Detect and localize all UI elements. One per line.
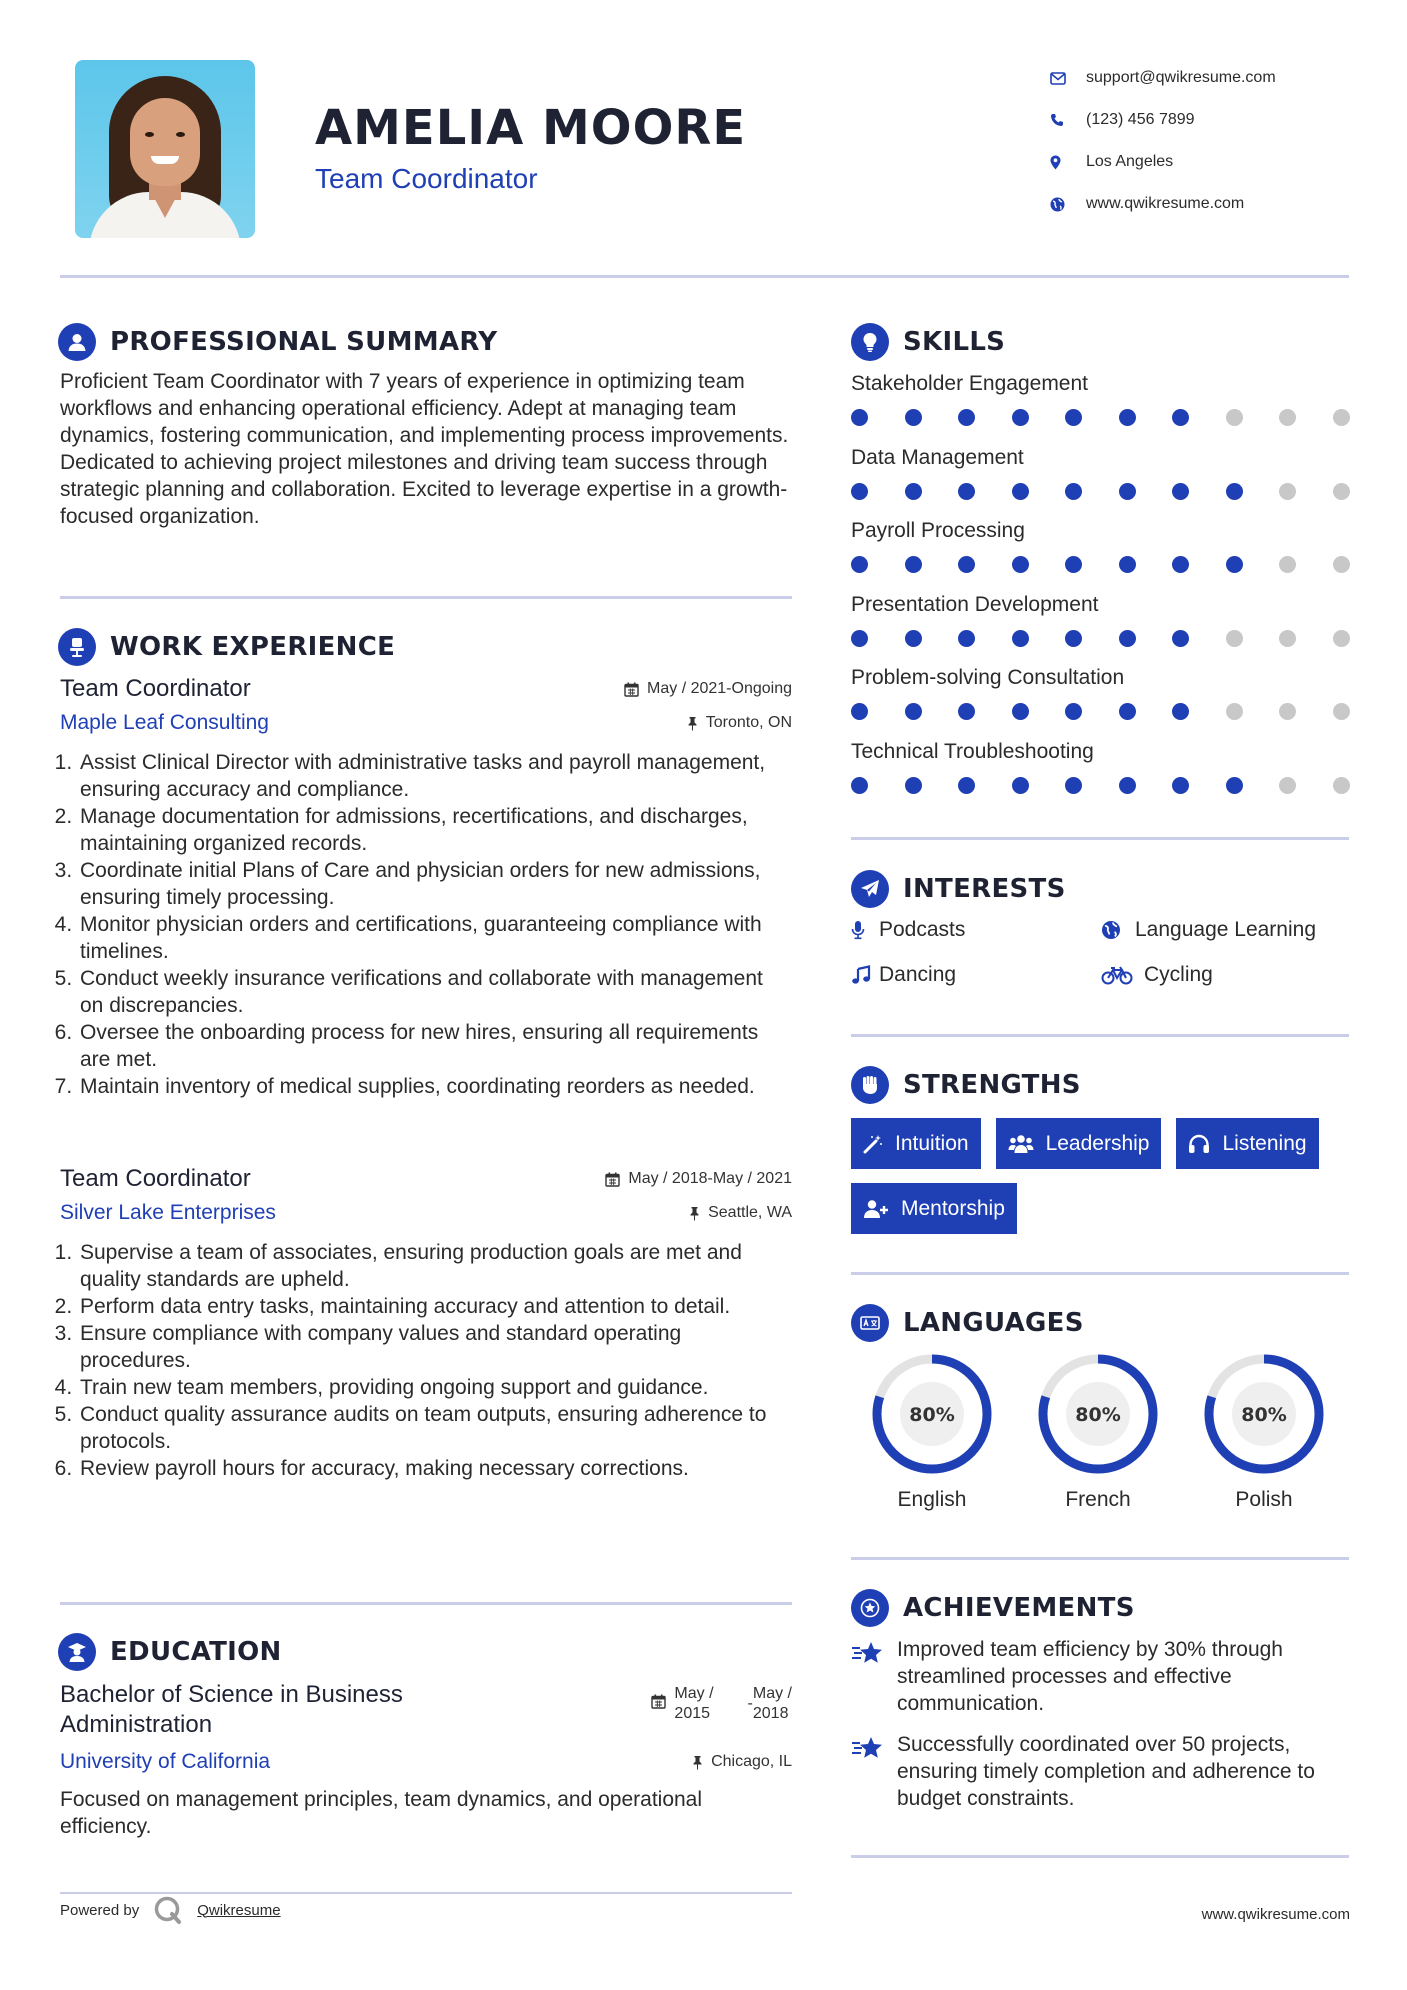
achievements-heading	[851, 1589, 1135, 1627]
achievement-item	[851, 1731, 1351, 1812]
education-title: EDUCATION	[110, 1637, 282, 1667]
rating-dot-empty	[1279, 777, 1296, 794]
qwikresume-link[interactable]: Qwikresume	[197, 1901, 281, 1919]
rating-dot-filled	[958, 703, 975, 720]
graduate-icon	[58, 1633, 96, 1671]
education-school: University of California	[60, 1750, 271, 1773]
list-item: 1. Assist Clinical Director with administrative tasks and payroll management, ensuring accuracy and compliance.	[78, 749, 792, 803]
job-duties	[60, 749, 792, 1100]
list-item: 7. Maintain inventory of medical supplies, coordinating reorders as needed.	[78, 1073, 792, 1100]
rating-dot-filled	[1065, 556, 1082, 573]
education-date-separator: -	[747, 1695, 753, 1712]
skill-rating	[851, 409, 1350, 426]
education-divider	[60, 1892, 792, 1894]
language-item	[1181, 1352, 1347, 1512]
interest-item	[851, 961, 1101, 989]
rating-dot-filled	[851, 409, 868, 426]
list-item: 5. Conduct quality assurance audits on team outputs, ensuring adherence to protocols.	[78, 1401, 792, 1455]
candidate-name: AMELIA MOORE	[315, 100, 747, 156]
interest-item	[1101, 961, 1351, 989]
rating-dot-filled	[1012, 630, 1029, 647]
strength-label: Intuition	[895, 1131, 969, 1155]
job-location-text: Seattle, WA	[708, 1204, 792, 1221]
languages-divider	[851, 1557, 1349, 1560]
paper-plane-icon	[851, 870, 889, 908]
language-percent: 80%	[909, 1404, 955, 1426]
achievement-item	[851, 1636, 1351, 1717]
language-percent: 80%	[1075, 1404, 1121, 1426]
languages-title: LANGUAGES	[903, 1308, 1084, 1338]
skills-title: SKILLS	[903, 327, 1006, 357]
bicycle-icon	[1101, 965, 1144, 985]
powered-by-text: Powered by	[60, 1901, 140, 1919]
strengths-title: STRENGTHS	[903, 1070, 1081, 1100]
rating-dot-filled	[1065, 630, 1082, 647]
header-divider	[60, 275, 1349, 278]
strength-label: Listening	[1222, 1131, 1307, 1155]
rating-dot-filled	[1065, 483, 1082, 500]
achievements-title: ACHIEVEMENTS	[903, 1593, 1135, 1623]
phone-icon	[1050, 113, 1086, 127]
list-item: 6. Review payroll hours for accuracy, making necessary corrections.	[78, 1455, 792, 1482]
list-item: 6. Oversee the onboarding process for new hires, ensuring all requirements are met.	[78, 1019, 792, 1073]
achievement-text: Improved team efficiency by 30% through streamlined processes and effective communication.	[897, 1638, 1283, 1715]
education-entry	[60, 1680, 792, 1840]
skill-item	[851, 369, 1351, 443]
job-dates	[605, 1170, 792, 1188]
envelope-icon	[1050, 72, 1086, 85]
job-company: Silver Lake Enterprises	[60, 1201, 276, 1224]
education-location	[692, 1753, 792, 1771]
rating-dot-filled	[1119, 777, 1136, 794]
rating-dot-filled	[851, 777, 868, 794]
skill-item	[851, 516, 1351, 590]
job-location-text: Toronto, ON	[705, 714, 792, 731]
skills-list	[851, 369, 1351, 810]
languages-list	[849, 1352, 1349, 1512]
rating-dot-filled	[1065, 777, 1082, 794]
strengths-list	[851, 1118, 1371, 1234]
job-2	[60, 1165, 792, 1482]
job-dates-text: May / 2018-May / 2021	[628, 1170, 792, 1187]
education-description: Focused on management principles, team dynamics, and operational efficiency.	[60, 1788, 703, 1838]
rating-dot-filled	[851, 703, 868, 720]
strengths-heading	[851, 1066, 1081, 1104]
contact-website-text: www.qwikresume.com	[1086, 195, 1245, 212]
rating-dot-filled	[1119, 703, 1136, 720]
job-duties	[60, 1239, 792, 1482]
skill-item	[851, 443, 1351, 517]
language-ring	[1202, 1352, 1326, 1476]
contact-list	[1050, 57, 1350, 225]
education-location-text: Chicago, IL	[711, 1753, 792, 1770]
rating-dot-empty	[1333, 630, 1350, 647]
calendar-icon	[605, 1172, 620, 1187]
users-icon	[1008, 1134, 1034, 1154]
pushpin-icon	[689, 1206, 700, 1221]
rating-dot-filled	[1012, 556, 1029, 573]
interests-divider	[851, 1034, 1349, 1037]
pushpin-icon	[692, 1755, 703, 1770]
language-name: French	[1065, 1488, 1131, 1511]
list-item: 1. Supervise a team of associates, ensuring production goals are met and quality standards are upheld.	[78, 1239, 792, 1293]
rating-dot-empty	[1333, 703, 1350, 720]
achievements-list	[851, 1636, 1351, 1826]
rating-dot-filled	[958, 556, 975, 573]
rating-dot-empty	[1226, 409, 1243, 426]
rating-dot-filled	[905, 409, 922, 426]
achievement-text: Successfully coordinated over 50 projects, ensuring timely completion and adherence to budget constraints.	[897, 1733, 1315, 1810]
education-end: May / 2018	[752, 1685, 792, 1722]
fist-icon	[851, 1066, 889, 1104]
skill-name: Problem-solving Consultation	[851, 666, 1125, 689]
list-item: 3. Ensure compliance with company values and standard operating procedures.	[78, 1320, 792, 1374]
calendar-icon	[651, 1684, 666, 1714]
contact-location-text: Los Angeles	[1086, 153, 1174, 170]
list-item: 5. Conduct weekly insurance verifications and collaborate with management on discrepancies.	[78, 965, 792, 1019]
job-dates-text: May / 2021-Ongoing	[647, 680, 792, 697]
contact-website[interactable]	[1050, 183, 1350, 225]
footer-website[interactable]: www.qwikresume.com	[1201, 1906, 1350, 1923]
skill-name: Presentation Development	[851, 592, 1099, 616]
skills-divider	[851, 837, 1349, 840]
interest-label: Language Learning	[1135, 918, 1317, 941]
skill-name: Stakeholder Engagement	[851, 372, 1088, 395]
education-degree: Bachelor of Science in Business Administration	[60, 1681, 403, 1738]
rating-dot-empty	[1279, 409, 1296, 426]
interest-item	[1101, 916, 1351, 944]
summary-divider	[60, 596, 792, 599]
rating-dot-empty	[1279, 556, 1296, 573]
strength-tag	[851, 1183, 1017, 1234]
rating-dot-filled	[1172, 777, 1189, 794]
rating-dot-empty	[1279, 630, 1296, 647]
user-icon	[58, 323, 96, 361]
rating-dot-filled	[958, 409, 975, 426]
languages-heading	[851, 1304, 1084, 1342]
rating-dot-filled	[1012, 409, 1029, 426]
contact-phone[interactable]	[1050, 99, 1350, 141]
strength-tag	[1176, 1118, 1318, 1169]
list-item: 3. Coordinate initial Plans of Care and physician orders for new admissions, ensuring timely processing.	[78, 857, 792, 911]
rating-dot-filled	[851, 630, 868, 647]
skill-rating	[851, 777, 1350, 794]
rating-dot-filled	[1226, 483, 1243, 500]
rating-dot-filled	[905, 777, 922, 794]
interests-title: INTERESTS	[903, 874, 1066, 904]
language-item	[849, 1352, 1015, 1512]
skill-item	[851, 663, 1351, 737]
profile-photo	[75, 60, 255, 238]
summary-text: Proficient Team Coordinator with 7 years of experience in optimizing team workflows and enhancing operational efficiency. Adept at managing team dynamics, fostering communication, and implementing process improvements. Dedicated to achieving project milestones and driving team success through strategic planning and collaboration. Excited to leverage expertise in a growth-focused organization.	[60, 370, 789, 528]
language-name: English	[897, 1488, 967, 1511]
skill-rating	[851, 483, 1350, 500]
shooting-star-icon	[851, 1636, 897, 1671]
experience-divider	[60, 1602, 792, 1605]
rating-dot-empty	[1226, 630, 1243, 647]
interest-label: Dancing	[879, 963, 957, 986]
footer-powered-by	[60, 1895, 281, 1925]
rating-dot-filled	[1119, 556, 1136, 573]
experience-heading	[58, 628, 395, 666]
rating-dot-filled	[958, 777, 975, 794]
music-note-icon	[851, 965, 879, 985]
rating-dot-empty	[1333, 409, 1350, 426]
rating-dot-empty	[1333, 556, 1350, 573]
office-chair-icon	[58, 628, 96, 666]
contact-email[interactable]	[1050, 57, 1350, 99]
job-dates	[624, 680, 792, 698]
magic-wand-icon	[863, 1134, 883, 1154]
strengths-divider	[851, 1272, 1349, 1275]
headphones-icon	[1188, 1134, 1210, 1154]
skill-name: Data Management	[851, 445, 1024, 469]
interests-list	[851, 916, 1351, 989]
rating-dot-filled	[1172, 483, 1189, 500]
rating-dot-filled	[851, 483, 868, 500]
achievements-divider	[851, 1855, 1349, 1858]
skill-item	[851, 590, 1351, 664]
job-location	[689, 1204, 792, 1222]
skill-rating	[851, 703, 1350, 720]
education-start: May / 2015	[674, 1685, 714, 1722]
rating-dot-filled	[1226, 556, 1243, 573]
rating-dot-filled	[905, 483, 922, 500]
language-percent: 80%	[1241, 1404, 1287, 1426]
interest-item	[851, 916, 1101, 944]
list-item: 2. Perform data entry tasks, maintaining accuracy and attention to detail.	[78, 1293, 792, 1320]
map-pin-icon	[1050, 155, 1086, 170]
skill-rating	[851, 630, 1350, 647]
calendar-icon	[624, 682, 639, 697]
language-name: Polish	[1235, 1488, 1293, 1511]
strength-label: Mentorship	[901, 1196, 1005, 1220]
microphone-icon	[851, 920, 879, 940]
rating-dot-filled	[905, 703, 922, 720]
rating-dot-filled	[905, 630, 922, 647]
skill-item	[851, 737, 1351, 811]
globe-icon	[1101, 920, 1135, 940]
candidate-title: Team Coordinator	[315, 163, 538, 194]
strength-tag	[851, 1118, 981, 1169]
summary-heading	[58, 323, 497, 361]
job-role: Team Coordinator	[60, 675, 251, 702]
summary-title: PROFESSIONAL SUMMARY	[110, 327, 498, 357]
skill-name: Technical Troubleshooting	[851, 739, 1094, 763]
rating-dot-filled	[905, 556, 922, 573]
job-location	[687, 714, 792, 732]
experience-title: WORK EXPERIENCE	[110, 632, 396, 662]
rating-dot-empty	[1226, 703, 1243, 720]
rating-dot-filled	[851, 556, 868, 573]
skill-name: Payroll Processing	[851, 519, 1025, 542]
interest-label: Cycling	[1144, 963, 1213, 986]
interests-heading	[851, 870, 1066, 908]
education-heading	[58, 1633, 282, 1671]
strength-label: Leadership	[1045, 1131, 1150, 1155]
rating-dot-filled	[958, 630, 975, 647]
interest-label: Podcasts	[879, 918, 966, 941]
rating-dot-filled	[1119, 630, 1136, 647]
language-ring	[1036, 1352, 1160, 1476]
language-card-icon	[851, 1304, 889, 1342]
list-item: 4. Train new team members, providing ongoing support and guidance.	[78, 1374, 792, 1401]
globe-icon	[1050, 197, 1086, 212]
rating-dot-filled	[1119, 409, 1136, 426]
job-company: Maple Leaf Consulting	[60, 711, 269, 734]
language-ring	[870, 1352, 994, 1476]
lightbulb-icon	[851, 323, 889, 361]
list-item: 4. Monitor physician orders and certifications, guaranteeing compliance with timelines.	[78, 911, 792, 965]
strength-tag	[996, 1118, 1162, 1169]
rating-dot-filled	[1065, 703, 1082, 720]
qwikresume-logo-icon	[153, 1895, 183, 1925]
rating-dot-filled	[1119, 483, 1136, 500]
rating-dot-empty	[1333, 777, 1350, 794]
job-role: Team Coordinator	[60, 1165, 251, 1192]
rating-dot-filled	[1012, 777, 1029, 794]
rating-dot-filled	[958, 483, 975, 500]
pushpin-icon	[687, 716, 698, 731]
rating-dot-filled	[1065, 409, 1082, 426]
job-1	[60, 675, 792, 1100]
rating-dot-filled	[1012, 703, 1029, 720]
rating-dot-empty	[1333, 483, 1350, 500]
shooting-star-icon	[851, 1731, 897, 1766]
list-item: 2. Manage documentation for admissions, recertifications, and discharges, maintaining organized records.	[78, 803, 792, 857]
rating-dot-filled	[1172, 409, 1189, 426]
contact-location	[1050, 141, 1350, 183]
education-dates	[651, 1684, 792, 1724]
skill-rating	[851, 556, 1350, 573]
rating-dot-filled	[1226, 777, 1243, 794]
star-badge-icon	[851, 1589, 889, 1627]
rating-dot-filled	[1172, 630, 1189, 647]
rating-dot-empty	[1279, 483, 1296, 500]
contact-phone-text: (123) 456 7899	[1086, 111, 1195, 128]
rating-dot-filled	[1012, 483, 1029, 500]
rating-dot-filled	[1172, 703, 1189, 720]
language-item	[1015, 1352, 1181, 1512]
user-plus-icon	[863, 1199, 889, 1219]
rating-dot-filled	[1172, 556, 1189, 573]
rating-dot-empty	[1279, 703, 1296, 720]
skills-heading	[851, 323, 1005, 361]
contact-email-text: support@qwikresume.com	[1086, 69, 1276, 86]
